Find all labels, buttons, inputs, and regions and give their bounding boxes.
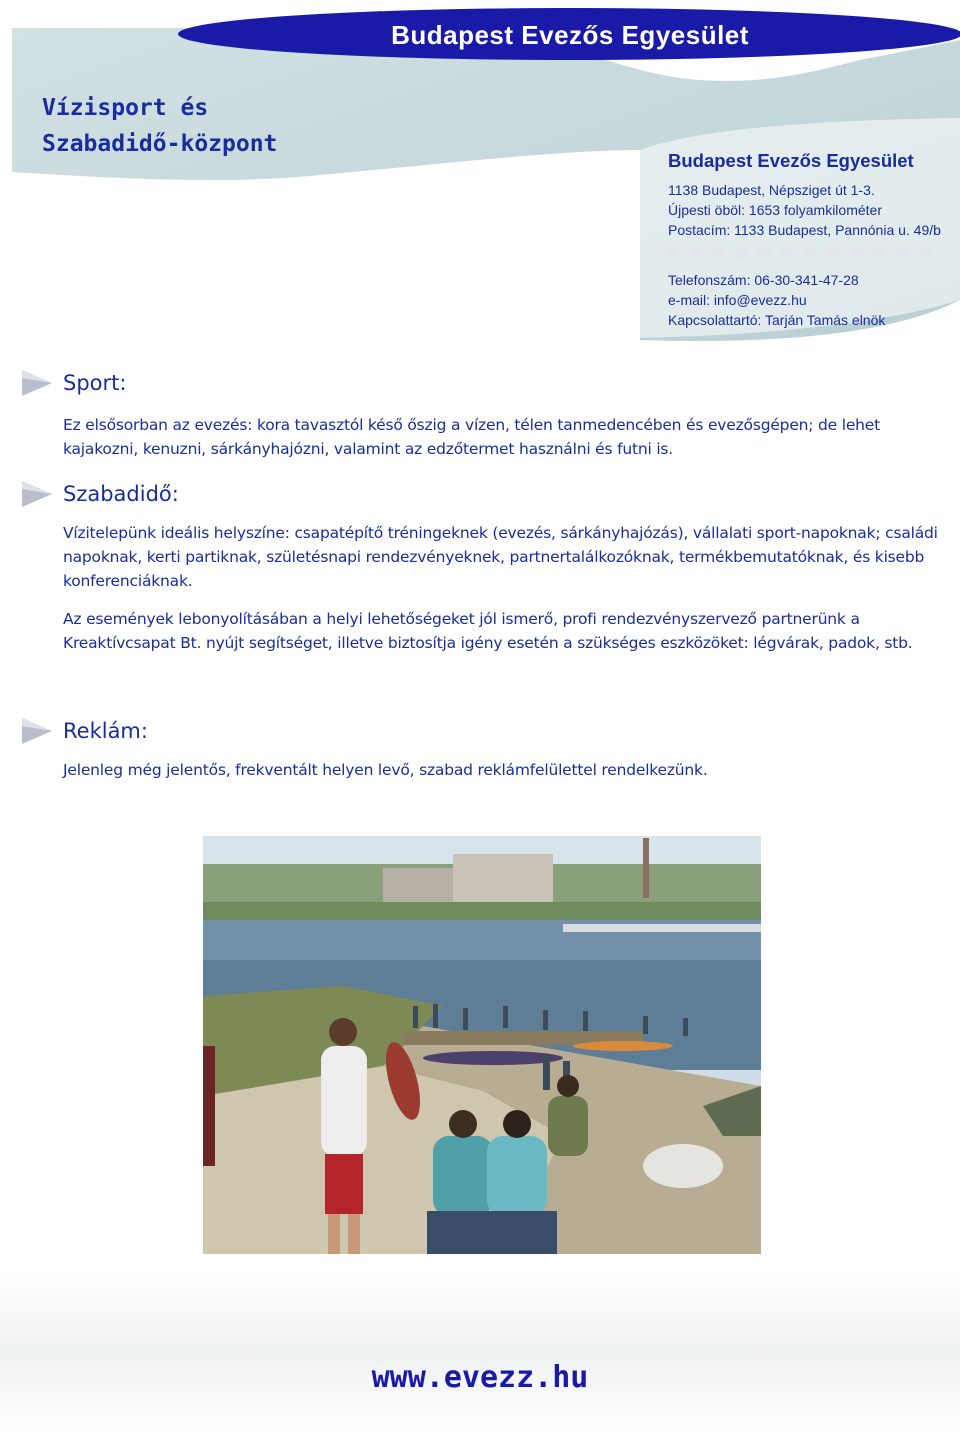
section-sport-heading [22,370,126,396]
ads-paragraph: Jelenleg még jelentős, frekventált helyen levő, szabad reklámfelülettel rendelkezünk. [63,761,708,779]
divider-dot [896,246,909,259]
divider-dot [804,246,817,259]
divider-dot [735,246,748,259]
section-title-ads: Reklám: [63,719,148,743]
tagline-line-2: Szabadidő-központ [42,131,278,157]
contact-person: Kapcsolattartó: Tarján Tamás elnök [668,312,886,328]
divider-dot [873,246,886,259]
footer-background [0,1270,960,1433]
arrow-bullet-icon [22,718,52,744]
divider-dot [758,246,771,259]
contact-postal-address: Postacím: 1133 Budapest, Pannónia u. 49/b [668,222,941,238]
arrow-bullet-icon [22,370,52,396]
riverside-photo [203,836,761,1254]
section-title-sport: Sport: [63,371,127,395]
contact-address-2: Újpesti öböl: 1653 folyamkilométer [668,202,882,218]
divider-dot [712,246,725,259]
section-title-leisure: Szabadidő: [63,482,179,506]
footer-website-link[interactable]: www.evezz.hu [371,1360,589,1395]
leisure-paragraph-2: Az események lebonyolításában a helyi lehetőségeket jól ismerő, profi rendezvényszervező partnerünk a Kreaktívcsapat Bt. nyújt segítséget, illetve biztosítja igény esetén a szükséges eszközöket: légvárak, padok, stb. [63,610,913,652]
contact-block [668,150,953,330]
contact-address-1: 1138 Budapest, Népsziget út 1-3. [668,182,875,198]
section-leisure-heading [22,481,179,507]
arrow-bullet-icon [22,481,52,507]
dot-divider [666,246,953,260]
divider-dot [689,246,702,259]
contact-phone: Telefonszám: 06-30-341-47-28 [668,272,859,288]
divider-dot [850,246,863,259]
divider-dot [827,246,840,259]
sport-paragraph: Ez elsősorban az evezés: kora tavasztól késő őszig a vízen, télen tanmedencében és evezősgépen; de lehet kajakozni, kenuzni, sárkányhajózni, valamint az edzőtermet használni és futni is. [63,416,881,458]
tagline-line-1: Vízisport és [42,95,209,121]
divider-dot [666,246,679,259]
divider-dot [781,246,794,259]
riverside-photo-illustration [203,836,761,1254]
section-ads-heading [22,718,148,744]
tagline [42,90,277,162]
contact-email[interactable]: e-mail: info@evezz.hu [668,292,807,308]
leisure-paragraph-1: Vízitelepünk ideális helyszíne: csapatépítő tréningeknek (evezés, sárkányhajózás), vállalati sport-napoknak; családi napoknak, kerti partiknak, születésnapi rendezvényeknek, partnertalálkozóknak, termékbemutatóknak, és kisebb konferenciáknak. [63,524,938,590]
banner-title: Budapest Evezős Egyesület [391,20,749,50]
divider-dot [919,246,932,259]
contact-org-name: Budapest Evezős Egyesület [668,150,914,171]
